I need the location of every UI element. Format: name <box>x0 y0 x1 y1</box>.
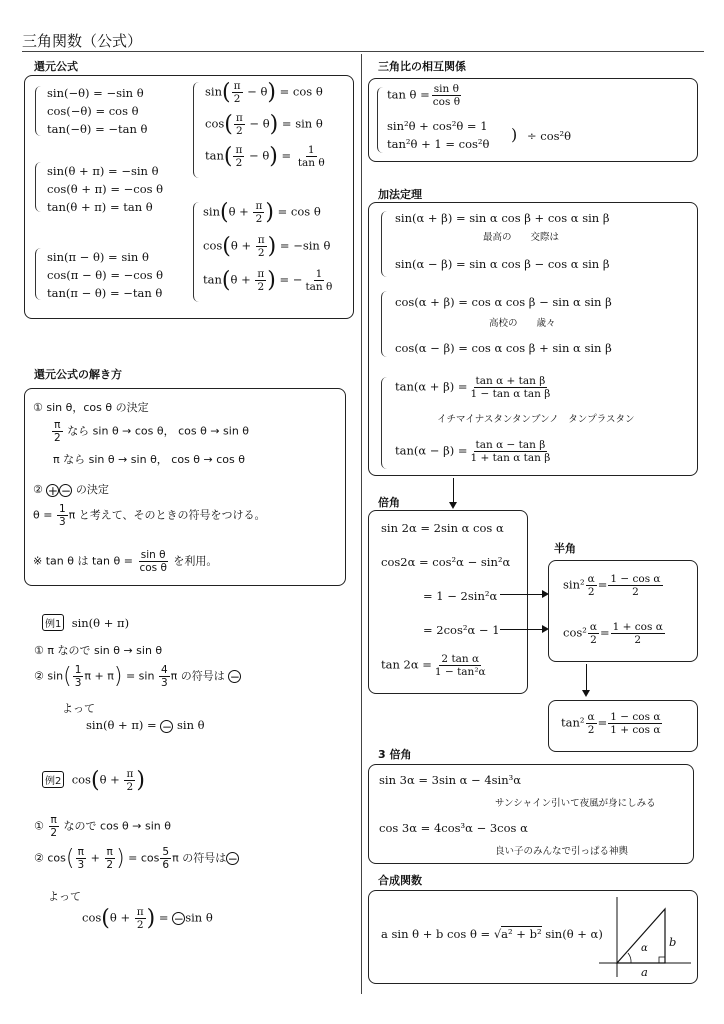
example2-line: ② cos( $\frac{\pi}{3}$ + $\frac{\pi}{2}$ ) = cos $\frac{5}{6}$ π の符号は− <box>34 846 238 871</box>
formula: sin(α + β) = sin α cos β + cos α sin β <box>395 211 610 225</box>
minus-circle-icon: − <box>227 852 238 866</box>
tan-half-box <box>548 700 698 752</box>
plus-circle-icon: + <box>47 483 58 498</box>
example1-line: ① π なので sin θ → sin θ <box>34 644 163 657</box>
addition-box <box>368 202 698 476</box>
mnemonic: サンシャイン引いて夜風が身にしみる <box>495 798 656 809</box>
brace <box>35 86 42 136</box>
formula: tan(θ + π) = tan θ <box>47 200 153 214</box>
example1-header: 例1 sin(θ + π) <box>42 614 129 631</box>
formula: = 2cos²α − 1 <box>423 623 500 637</box>
solve-line: θ = $\frac{1}{3}$ π と考えて、そのときの符号をつける。 <box>33 503 266 528</box>
formula: tan² $\frac{\alpha}{2}$ = $\frac{\text{1 − cos α}}{\text{1 + cos α}}$ <box>561 711 661 736</box>
formula: sin(θ + π) = −sin θ <box>47 164 159 178</box>
formula: tan(−θ) = −tan θ <box>47 122 148 136</box>
section-triple: 3 倍角 <box>378 748 412 761</box>
formula: cos(−θ) = cos θ <box>47 104 139 118</box>
formula: cos 3α = 4cos³α − 3cos α <box>379 821 528 835</box>
arrow <box>500 594 542 595</box>
mnemonic: 最高の 交際は <box>483 232 560 243</box>
section-ratio: 三角比の相互関係 <box>378 60 466 73</box>
formula: sin(−θ) = −sin θ <box>47 86 144 100</box>
formula: cos(α + β) = cos α cos β − sin α sin β <box>395 295 612 309</box>
arrow <box>453 478 454 502</box>
minus-circle-icon: − <box>229 670 240 684</box>
formula: = 1 − 2sin²α <box>423 589 498 603</box>
formula: sin(π − θ) = sin θ <box>47 250 149 264</box>
page-title: 三角関数（公式） <box>22 32 143 50</box>
formula: sin 3α = 3sin α − 4sin³α <box>379 773 522 787</box>
solve-note: ※ tan θ は tan θ = $\frac{\text{sin θ}}{\text{cos θ}}$ を利用。 <box>33 549 218 574</box>
example1-answer: sin(θ + π) = − sin θ <box>86 718 205 734</box>
reduction-box <box>24 75 354 319</box>
formula: cos(π − θ) = −cos θ <box>47 268 164 282</box>
formula: sin( $\frac{\pi}{2}$ − θ) = cos θ <box>205 80 323 105</box>
solve-line: $\frac{\pi}{2}$ なら sin θ → cos θ， cos θ → sin θ <box>54 419 250 444</box>
side-a-label: a <box>641 965 648 979</box>
example2-answer: cos(θ + $\frac{\pi}{2}$ ) = −sin θ <box>82 906 213 931</box>
formula: tan 2α = $\frac{\text{2 tan α}}{\text{1 − tan²α}}$ <box>381 653 486 678</box>
arrow <box>500 629 542 630</box>
brace <box>381 291 388 357</box>
brace <box>193 82 200 178</box>
example1-line: ② sin( $\frac{1}{3}$ π + π) = sin $\frac{4}{3}$ π の符号は − <box>34 664 240 689</box>
arrow-head <box>582 690 590 697</box>
formula: sin(θ + $\frac{\pi}{2}$ ) = cos θ <box>203 200 321 225</box>
section-double: 倍角 <box>378 496 400 509</box>
formula: sin²θ + cos²θ = 1 <box>387 119 488 133</box>
section-solve: 還元公式の解き方 <box>34 368 122 381</box>
section-composite: 合成関数 <box>378 874 422 887</box>
example2-line: よって <box>48 890 81 903</box>
formula: tan(α + β) = $\frac{\text{tan α + tan β}}{\text{1 − tan α tan β}}$ <box>395 375 551 400</box>
double-box <box>368 510 528 694</box>
section-addition: 加法定理 <box>378 188 422 201</box>
mnemonic: イチマイナスタンタンブンノ タンプラスタン <box>437 414 635 425</box>
brace <box>193 202 200 302</box>
arrow-head <box>449 502 457 509</box>
solve-line: π なら sin θ → sin θ， cos θ → cos θ <box>53 453 245 466</box>
formula: cos(θ + $\frac{\pi}{2}$ ) = −sin θ <box>203 234 331 259</box>
title-rule <box>22 51 704 52</box>
example2-header: 例2 cos(θ + $\frac{\pi}{2}$ ) <box>42 768 145 793</box>
section-half: 半角 <box>554 542 576 555</box>
example2-line: ① $\frac{\pi}{2}$ なので cos θ → sin θ <box>34 814 171 839</box>
bracket: ) <box>511 125 518 144</box>
formula: tan²θ + 1 = cos²θ <box>387 137 490 151</box>
example1-line: よって <box>62 702 95 715</box>
formula: cos2α = cos²α − sin²α <box>381 555 511 569</box>
brace <box>381 211 388 277</box>
minus-circle-icon: − <box>161 719 172 734</box>
formula: cos(α − β) = cos α cos β + sin α sin β <box>395 341 612 355</box>
half-box <box>548 560 698 662</box>
section-reduction: 還元公式 <box>34 60 78 73</box>
side-b-label: b <box>669 935 677 949</box>
formula: sin² $\frac{\alpha}{2}$ = $\frac{\text{1 − cos α}}{2}$ <box>563 573 661 598</box>
formula: tan θ = $\frac{\text{sin θ}}{\text{cos θ}}$ <box>387 83 461 108</box>
formula: a sin θ + b cos θ = √a² + b² sin(θ + α) <box>381 927 603 941</box>
solve-box <box>24 388 346 586</box>
solve-step1: ① sin θ，cos θ の決定 <box>33 401 149 414</box>
mnemonic: 高校の 歳々 <box>489 318 556 329</box>
brace <box>377 87 384 153</box>
brace <box>35 162 42 212</box>
mnemonic: 良い子のみんなで引っぱる神輿 <box>495 846 629 857</box>
formula: sin 2α = 2sin α cos α <box>381 521 504 535</box>
formula: tan(θ + $\frac{\pi}{2}$ ) = − $\frac{1}{\text{tan θ}}$ <box>203 268 333 293</box>
brace <box>35 248 42 300</box>
composite-box <box>368 890 698 984</box>
ratio-box <box>368 78 698 162</box>
column-divider <box>361 54 362 994</box>
brace <box>381 377 388 469</box>
minus-circle-icon: − <box>60 483 71 498</box>
arrow <box>586 664 587 690</box>
formula: tan(π − θ) = −tan θ <box>47 286 163 300</box>
formula: tan( $\frac{\pi}{2}$ − θ) = $\frac{1}{\text{tan θ}}$ <box>205 144 325 169</box>
minus-circle-icon: − <box>173 912 184 926</box>
formula: cos( $\frac{\pi}{2}$ − θ) = sin θ <box>205 112 323 137</box>
solve-step2: ② + − の決定 <box>33 483 109 498</box>
formula: sin(α − β) = sin α cos β − cos α sin β <box>395 257 610 271</box>
triple-box <box>368 764 694 864</box>
angle-label: α <box>641 943 648 954</box>
formula: ÷ cos²θ <box>527 129 572 143</box>
formula: cos(θ + π) = −cos θ <box>47 182 164 196</box>
formula: cos² $\frac{\alpha}{2}$ = $\frac{\text{1 + cos α}}{2}$ <box>563 621 663 646</box>
formula: tan(α − β) = $\frac{\text{tan α − tan β}}{\text{1 + tan α tan β}}$ <box>395 439 551 464</box>
